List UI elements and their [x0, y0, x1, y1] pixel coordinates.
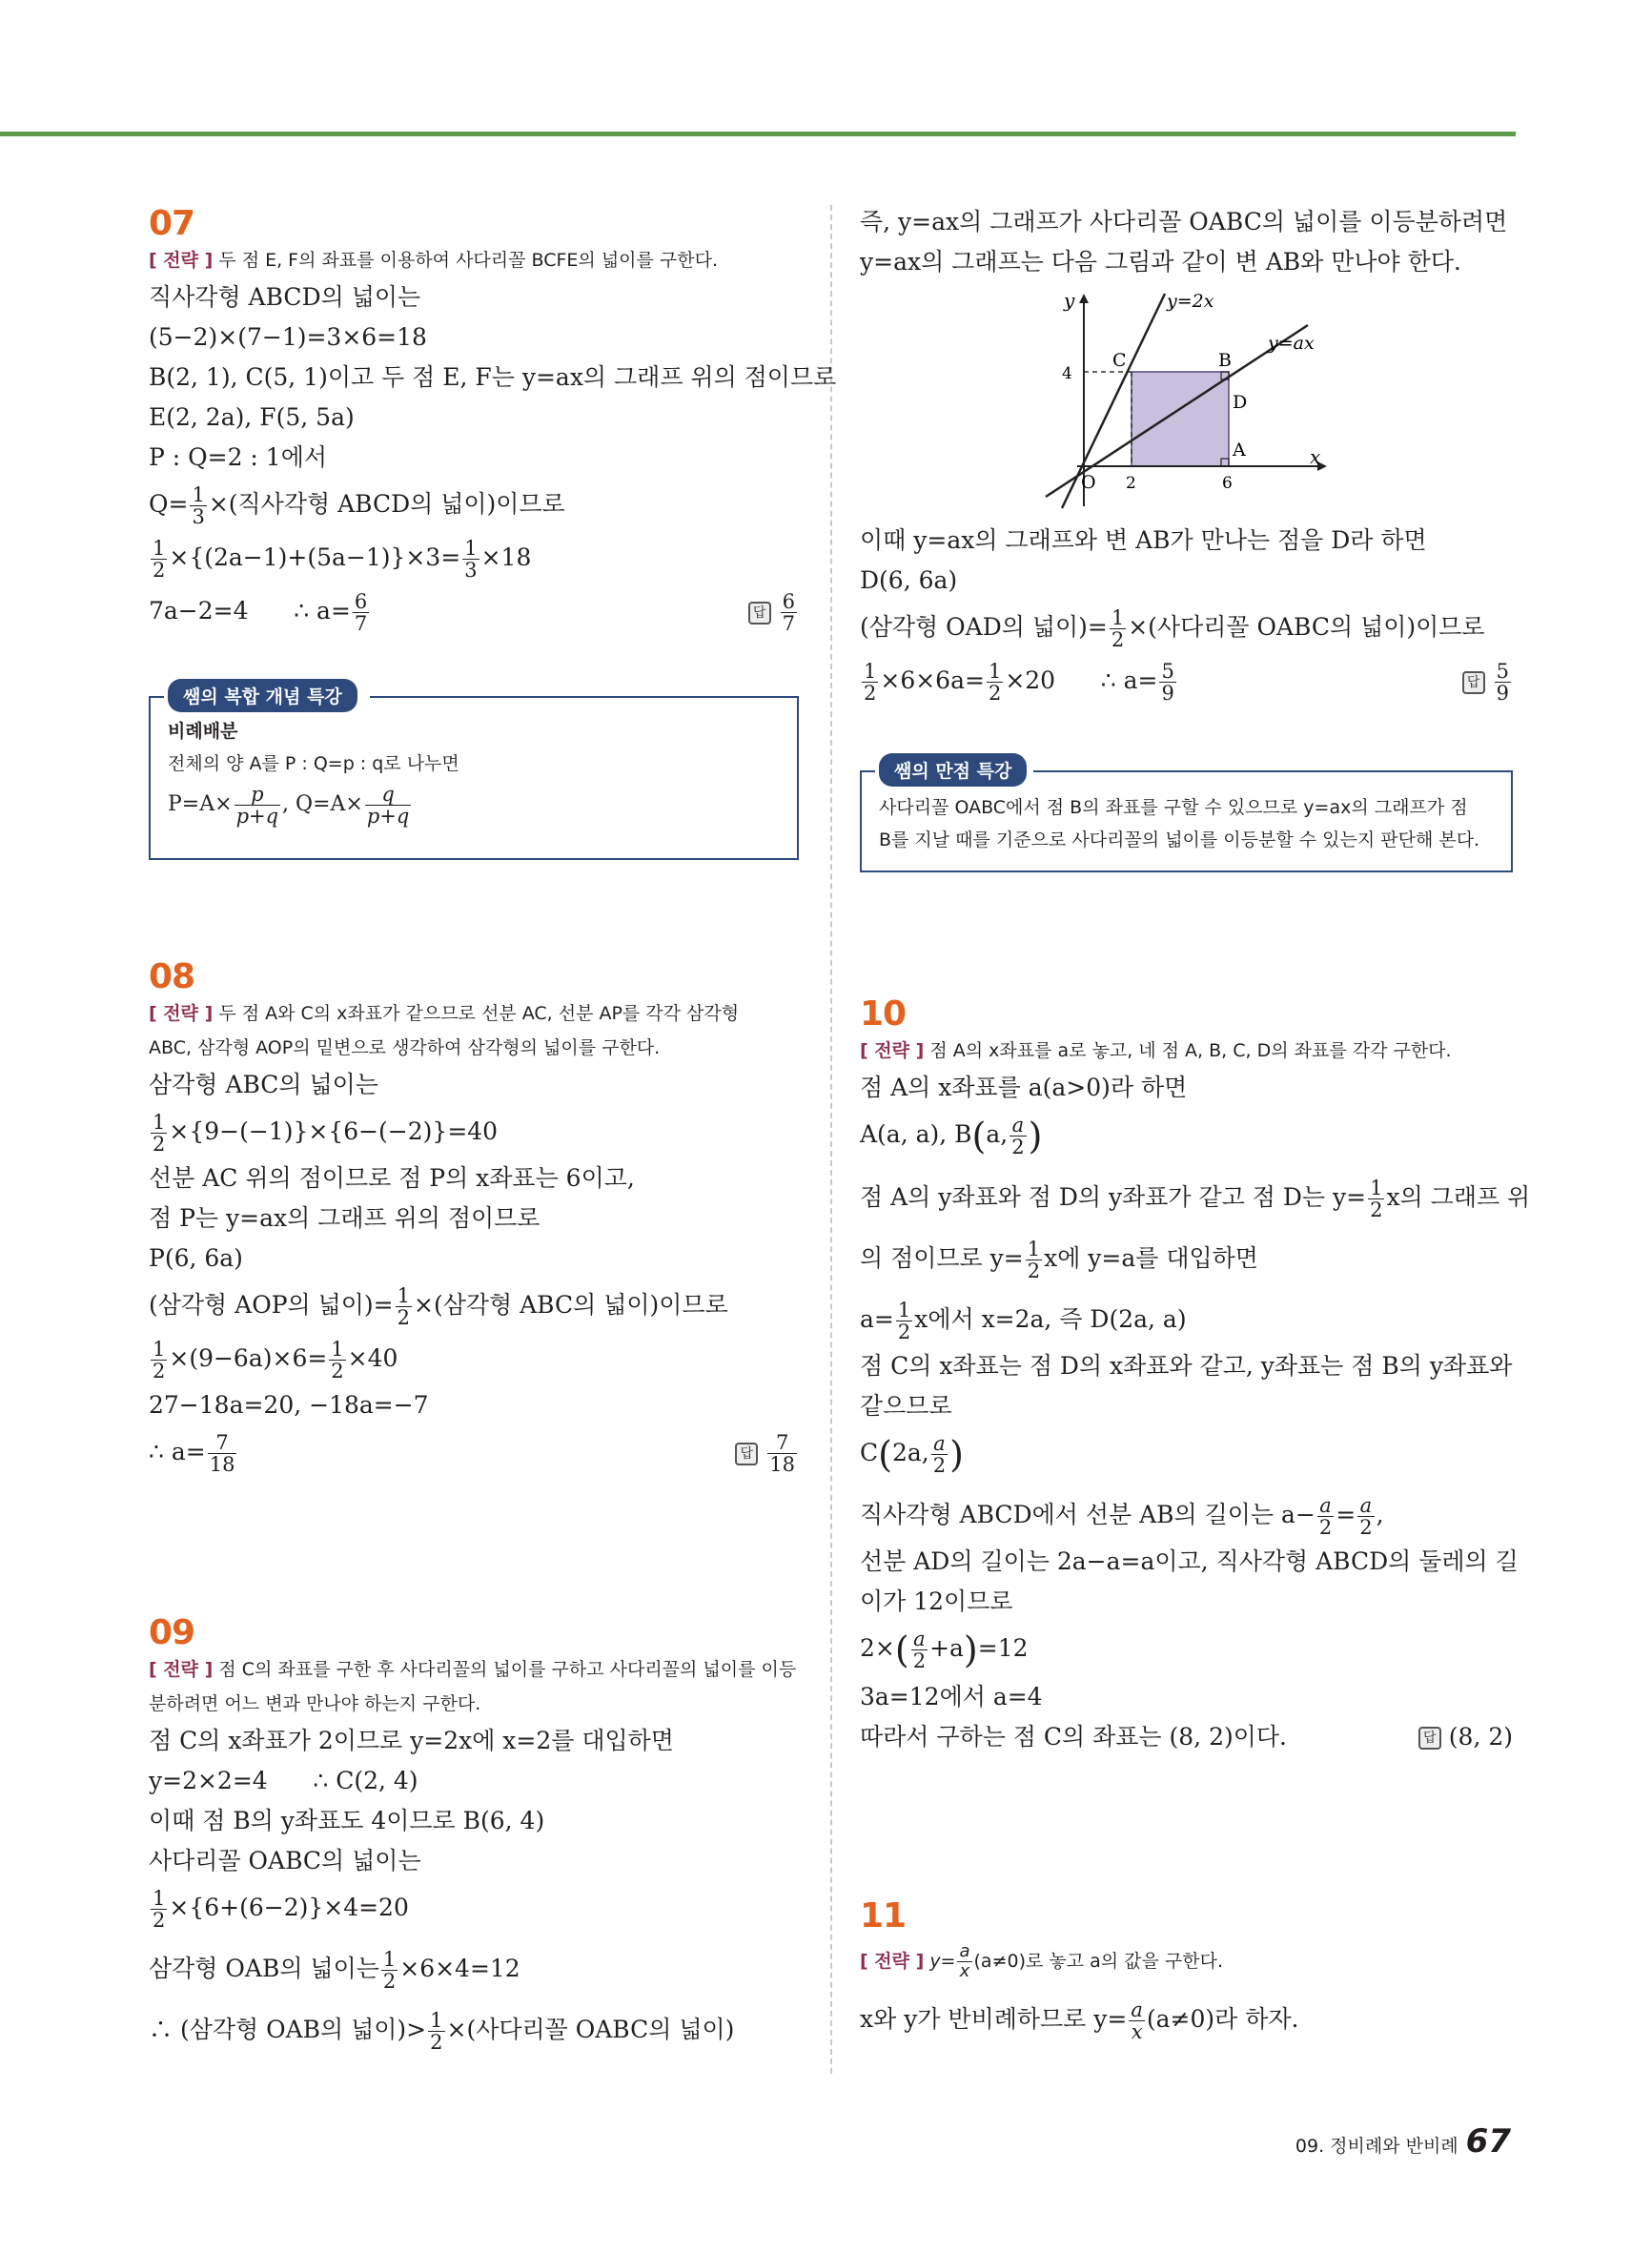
fraction — [151, 1339, 167, 1382]
paren-open: ( — [894, 1628, 909, 1671]
text: ×{(2a−1)+(5a−1)}×3= — [169, 543, 461, 571]
fraction — [365, 784, 411, 827]
numerator: 1 — [1111, 606, 1125, 629]
paren-open: ( — [878, 1433, 892, 1475]
denominator: 2 — [430, 2031, 443, 2054]
text: A(a, a), B — [860, 1120, 972, 1148]
line — [860, 1426, 1513, 1482]
text: ×(9−6a)×6= — [169, 1344, 328, 1372]
line: y=2×2=4 ∴ C(2, 4) — [149, 1767, 418, 1794]
line — [149, 1279, 799, 1332]
concept-box-body — [168, 715, 778, 830]
problem-11-number: 11 — [860, 1896, 907, 1936]
denominator: 2 — [1027, 1259, 1041, 1282]
problem-10-number: 10 — [860, 994, 907, 1034]
strategy-tag: [ 전략 ] — [860, 1951, 925, 1972]
denominator: 2 — [1359, 1516, 1373, 1539]
denominator: x — [1131, 2020, 1143, 2043]
numerator: a — [1317, 1495, 1334, 1517]
line — [149, 1105, 799, 1158]
problem-09 — [149, 1614, 799, 2057]
numerator: 7 — [767, 1432, 797, 1454]
fraction — [957, 1942, 971, 1981]
line — [860, 1293, 1513, 1346]
paren-open: ( — [971, 1115, 987, 1157]
line: 선분 AD의 길이는 2a−a=a이고, 직사각형 ABCD의 둘레의 길 — [860, 1547, 1519, 1575]
line — [149, 2003, 799, 2057]
fraction — [987, 661, 1003, 704]
numerator: q — [365, 784, 411, 806]
origin-label: O — [1081, 472, 1096, 493]
line: B(2, 1), C(5, 1)이고 두 점 E, F는 y=ax의 그래프 위의 점이므로 — [149, 363, 837, 391]
numerator: 1 — [153, 1887, 166, 1910]
numerator: 5 — [1496, 660, 1509, 683]
denominator: 2 — [153, 1360, 166, 1383]
box-line: 전체의 양 A를 P : Q=p : q로 나누면 — [168, 753, 459, 774]
text: ×(삼각형 ABC의 넓이)이므로 — [414, 1291, 728, 1319]
line — [149, 531, 799, 584]
answer — [735, 1425, 799, 1479]
numerator: 1 — [153, 537, 166, 560]
line: 점 C의 x좌표가 2이므로 y=2x에 x=2를 대입하면 — [149, 1727, 674, 1754]
line: D(6, 6a) — [860, 566, 958, 594]
x-axis-label: x — [1310, 445, 1321, 468]
text: ×(직사각형 ABCD의 넓이)이므로 — [208, 490, 565, 518]
fraction — [235, 784, 280, 827]
numerator: 1 — [897, 1298, 911, 1321]
numerator: 1 — [1370, 1176, 1383, 1199]
fraction — [1357, 1495, 1374, 1538]
fraction — [911, 1628, 928, 1671]
numerator: 1 — [331, 1338, 344, 1361]
problem-10 — [860, 994, 1531, 1757]
denominator: 2 — [1111, 628, 1125, 651]
denominator: p+q — [235, 804, 279, 828]
problem-10-strategy — [860, 1034, 1513, 1068]
problem-09-number: 09 — [149, 1613, 195, 1652]
answer-icon: 답 — [735, 1443, 758, 1465]
problem-09-strategy — [149, 1652, 799, 1721]
numerator: a — [1010, 1115, 1026, 1137]
text: x에서 x=2a, 즉 D(2a, a) — [914, 1304, 1187, 1333]
text: a, — [986, 1120, 1009, 1148]
denominator: 2 — [1011, 1136, 1025, 1158]
fraction — [1159, 661, 1175, 704]
denominator: 2 — [153, 1133, 166, 1156]
text: Q= — [149, 490, 189, 518]
line: 즉, y=ax의 그래프가 사다리꼴 OABC의 넓이를 이등분하려면 — [860, 208, 1508, 236]
numerator: 1 — [430, 2009, 443, 2032]
line: P(6, 6a) — [149, 1244, 243, 1272]
line — [860, 1108, 1513, 1163]
answer — [1462, 654, 1513, 707]
line — [860, 1171, 1531, 1224]
line: 점 C의 x좌표는 점 D의 x좌표와 같고, y좌표는 점 B의 y좌표와 — [860, 1351, 1513, 1380]
box-line: 사다리꼴 OABC에서 점 B의 좌표를 구할 수 있으므로 y=ax의 그래프가 점 — [879, 797, 1468, 818]
text: 7a−2=4 ∴ a= — [149, 597, 351, 625]
denominator: 2 — [382, 1970, 397, 1993]
text: , — [1376, 1501, 1384, 1528]
text: =12 — [977, 1634, 1029, 1662]
fraction — [190, 484, 206, 527]
problem-08-strategy — [149, 996, 799, 1065]
text: ∴ (삼각형 OAB의 넓이)> — [149, 2016, 427, 2043]
numerator: a — [1131, 1998, 1143, 2021]
denominator: 2 — [153, 559, 166, 582]
line — [860, 601, 1513, 654]
paren-close: ) — [1028, 1115, 1043, 1157]
fraction — [1010, 1115, 1026, 1157]
denominator: 7 — [782, 612, 795, 635]
numerator: 1 — [864, 660, 877, 683]
strategy-text: 점 A의 x좌표를 a로 놓고, 네 점 A, B, C, D의 좌표를 각각 구한다. — [929, 1040, 1452, 1061]
denominator: 9 — [1161, 682, 1174, 705]
text: ×{6+(6−2)}×4=20 — [169, 1894, 409, 1921]
line: P : Q=2 : 1에서 — [149, 443, 328, 471]
numerator: 7 — [208, 1432, 237, 1454]
denominator: 2 — [397, 1306, 410, 1329]
line — [860, 1993, 1513, 2046]
tick-y-4: 4 — [1062, 364, 1072, 383]
numerator: 1 — [464, 537, 478, 560]
fraction — [381, 1949, 398, 1992]
line — [860, 654, 1513, 707]
fraction — [1026, 1239, 1042, 1281]
text: 의 점이므로 y= — [860, 1243, 1024, 1272]
text: a= — [860, 1304, 894, 1333]
concept-box-title: 쌤의 복합 개념 특강 — [168, 679, 357, 712]
text: ×18 — [480, 543, 532, 571]
fraction — [428, 2010, 444, 2053]
fraction — [151, 1112, 167, 1155]
line: 삼각형 ABC의 넓이는 — [149, 1071, 378, 1098]
numerator: 6 — [782, 590, 795, 613]
tip-box-body — [879, 791, 1499, 856]
point-a-label: A — [1233, 440, 1246, 461]
denominator: 2 — [864, 682, 877, 705]
denominator: 9 — [1496, 682, 1509, 705]
problem-08 — [149, 958, 799, 1479]
paren-close: ) — [949, 1433, 964, 1475]
text: ×40 — [347, 1344, 398, 1372]
text: x에 y=a를 대입하면 — [1044, 1243, 1258, 1272]
denominator: 2 — [988, 682, 1002, 705]
line — [860, 1488, 1513, 1542]
fraction — [396, 1285, 412, 1328]
numerator: 1 — [153, 1338, 166, 1361]
strategy-tag: [ 전략 ] — [149, 1003, 214, 1024]
page-footer — [1295, 2122, 1511, 2161]
fraction — [862, 661, 878, 704]
strategy-tag: [ 전략 ] — [149, 1659, 214, 1680]
strategy-text: 두 점 A와 C의 x좌표가 같으므로 선분 AC, 선분 AP를 각각 삼각형 — [218, 1003, 740, 1024]
strategy-text: 두 점 E, F의 좌표를 이용하여 사다리꼴 BCFE의 넓이를 구한다. — [218, 250, 719, 271]
answer-icon: 답 — [748, 602, 771, 625]
problem-11 — [860, 1897, 1513, 2046]
text: C — [860, 1438, 879, 1466]
answer-icon: 답 — [1462, 671, 1485, 694]
problem-11-strategy — [860, 1936, 1513, 1987]
text: x의 그래프 위 — [1386, 1182, 1531, 1211]
header-rule — [0, 132, 1516, 136]
numerator: p — [235, 784, 280, 806]
numerator: 1 — [382, 1948, 397, 1971]
fraction — [1495, 661, 1511, 704]
box-heading: 비례배분 — [168, 721, 238, 742]
line: 점 A의 x좌표를 a(a>0)라 하면 — [860, 1074, 1188, 1101]
fraction — [462, 538, 479, 581]
denominator: 2 — [912, 1649, 927, 1672]
line — [860, 1232, 1513, 1285]
text: ×(사다리꼴 OABC의 넓이) — [446, 2016, 735, 2043]
line1-label: y=2x — [1167, 291, 1214, 312]
text: , Q=A× — [282, 792, 363, 816]
line — [860, 1717, 1513, 1757]
fraction — [1317, 1495, 1334, 1538]
concept-box — [149, 686, 799, 860]
line — [149, 478, 799, 531]
denominator: 2 — [153, 1909, 166, 1932]
line — [149, 1332, 799, 1385]
numerator: a — [931, 1433, 948, 1455]
line: 점 P는 y=ax의 그래프 위의 점이므로 — [149, 1204, 540, 1232]
chapter-title: 09. 정비례와 반비례 — [1295, 2136, 1458, 2157]
tip-box-title: 쌤의 만점 특강 — [879, 753, 1027, 787]
strategy-text: 분하려면 어느 변과 만나야 하는지 구한다. — [149, 1693, 481, 1714]
text: 2a, — [891, 1438, 929, 1466]
text: P=A× — [168, 792, 233, 816]
text: x와 y가 반비례하므로 y= — [860, 2005, 1128, 2033]
answer — [748, 584, 799, 638]
text: (a≠0)라 하자. — [1146, 2005, 1299, 2033]
line: 선분 AC 위의 점이므로 점 P의 x좌표는 6이고, — [149, 1164, 635, 1192]
box-line — [168, 780, 778, 830]
fraction — [896, 1300, 912, 1342]
page-number: 67 — [1465, 2122, 1511, 2161]
line: E(2, 2a), F(5, 5a) — [149, 403, 355, 431]
numerator: a — [959, 1941, 970, 1961]
text: (삼각형 AOP의 넓이)= — [149, 1291, 394, 1319]
text: 직사각형 ABCD에서 선분 AB의 길이는 a− — [860, 1501, 1315, 1528]
numerator: a — [911, 1628, 928, 1650]
left-column — [149, 204, 837, 2054]
y-axis-arrow — [1079, 294, 1089, 303]
line — [149, 1425, 799, 1479]
strategy-text: 점 C의 좌표를 구한 후 사다리꼴의 넓이를 구하고 사다리꼴의 넓이를 이등 — [218, 1659, 797, 1680]
numerator: 1 — [988, 660, 1002, 683]
denominator: 2 — [1318, 1516, 1333, 1539]
line2-label: y=ax — [1268, 333, 1315, 354]
numerator: 6 — [354, 590, 368, 613]
text: ∴ a= — [149, 1438, 206, 1465]
y-axis-label: y — [1064, 289, 1075, 312]
box-top-right — [370, 696, 797, 698]
answer-value: (8, 2) — [1448, 1722, 1513, 1751]
denominator: 2 — [331, 1360, 344, 1383]
fraction — [931, 1433, 948, 1476]
point-d-label: D — [1233, 392, 1248, 413]
strategy-tag: [ 전략 ] — [860, 1040, 925, 1061]
line — [149, 584, 799, 638]
line: 같으므로 — [860, 1391, 952, 1420]
numerator: 1 — [397, 1284, 410, 1307]
denominator: 3 — [464, 559, 478, 582]
line: 이가 12이므로 — [860, 1587, 1013, 1615]
answer-icon: 답 — [1418, 1727, 1441, 1750]
trapezoid-graph — [860, 282, 1513, 521]
problem-07-strategy — [149, 243, 799, 277]
text: 점 A의 y좌표와 점 D의 y좌표가 같고 점 D는 y= — [860, 1182, 1367, 1211]
tick-x-6: 6 — [1222, 474, 1233, 493]
fraction — [781, 591, 797, 634]
line — [149, 1942, 799, 1996]
line: (5−2)×(7−1)=3×6=18 — [149, 323, 427, 351]
problem-08-number: 08 — [149, 957, 195, 996]
fraction — [329, 1339, 345, 1382]
fraction — [1110, 607, 1126, 650]
line: 27−18a=20, −18a=−7 — [149, 1391, 429, 1419]
box-line: B를 지날 때를 기준으로 사다리꼴의 넓이를 이등분할 수 있는지 판단해 본다. — [879, 830, 1480, 850]
denominator: 2 — [1370, 1198, 1383, 1221]
denominator: 2 — [932, 1453, 947, 1477]
fraction — [151, 1888, 167, 1931]
fraction — [353, 591, 369, 634]
point-b-label: B — [1218, 350, 1232, 371]
box-top-right — [1033, 770, 1511, 772]
tick-x-2: 2 — [1126, 474, 1136, 493]
text: 2× — [860, 1634, 895, 1662]
point-c-label: C — [1112, 350, 1127, 371]
text: (a≠0)로 놓고 a의 값을 구한다. — [973, 1951, 1224, 1972]
text: 따라서 구하는 점 C의 좌표는 (8, 2)이다. — [860, 1722, 1287, 1751]
fraction — [767, 1432, 797, 1475]
denominator: 7 — [354, 612, 368, 635]
answer — [1418, 1717, 1513, 1757]
numerator: 1 — [153, 1111, 166, 1134]
text: = — [1336, 1501, 1356, 1528]
fraction — [151, 538, 167, 581]
text: y= — [929, 1951, 956, 1972]
line: 이때 y=ax의 그래프와 변 AB가 만나는 점을 D라 하면 — [860, 526, 1427, 554]
paren-close: ) — [963, 1628, 978, 1671]
strategy-tag: [ 전략 ] — [149, 250, 214, 271]
text: ×20 ∴ a= — [1005, 666, 1158, 694]
problem-07-number: 07 — [149, 204, 195, 243]
text: ×{9−(−1)}×{6−(−2)}=40 — [169, 1117, 499, 1145]
box-top-left — [862, 770, 875, 772]
text: +a — [929, 1634, 964, 1662]
denominator: 18 — [769, 1453, 795, 1476]
right-column — [860, 202, 1531, 2043]
numerator: 1 — [1027, 1237, 1041, 1260]
text: ×6×4=12 — [399, 1955, 520, 1982]
numerator: 1 — [192, 483, 205, 506]
denominator: 2 — [897, 1320, 911, 1343]
line: 이때 점 B의 y좌표도 4이므로 B(6, 4) — [149, 1807, 545, 1834]
denominator: 3 — [192, 505, 205, 528]
denominator: x — [959, 1961, 970, 1981]
fraction — [1129, 1999, 1145, 2042]
numerator: a — [1357, 1495, 1374, 1517]
fraction — [208, 1432, 237, 1475]
line: y=ax의 그래프는 다음 그림과 같이 변 AB와 만나야 한다. — [860, 248, 1461, 276]
denominator: 18 — [209, 1453, 235, 1476]
line: 직사각형 ABCD의 넓이는 — [149, 283, 421, 311]
fraction — [1368, 1178, 1384, 1220]
numerator: 5 — [1161, 660, 1174, 683]
tip-box — [860, 761, 1513, 872]
text: ×6×6a= — [880, 666, 985, 694]
column-divider — [830, 205, 832, 2074]
box-top-left — [151, 696, 164, 698]
text: ×(사다리꼴 OABC의 넓이)이므로 — [1128, 613, 1485, 641]
line — [149, 1881, 799, 1935]
denominator: p+q — [366, 804, 410, 828]
line: 3a=12에서 a=4 — [860, 1682, 1043, 1710]
text: (삼각형 OAD의 넓이)= — [860, 613, 1108, 641]
text: 삼각형 OAB의 넓이는 — [149, 1955, 379, 1982]
line: 사다리꼴 OABC의 넓이는 — [149, 1847, 421, 1874]
strategy-text: ABC, 삼각형 AOP의 밑변으로 생각하여 삼각형의 넓이를 구한다. — [149, 1037, 661, 1058]
line — [860, 1622, 1513, 1677]
